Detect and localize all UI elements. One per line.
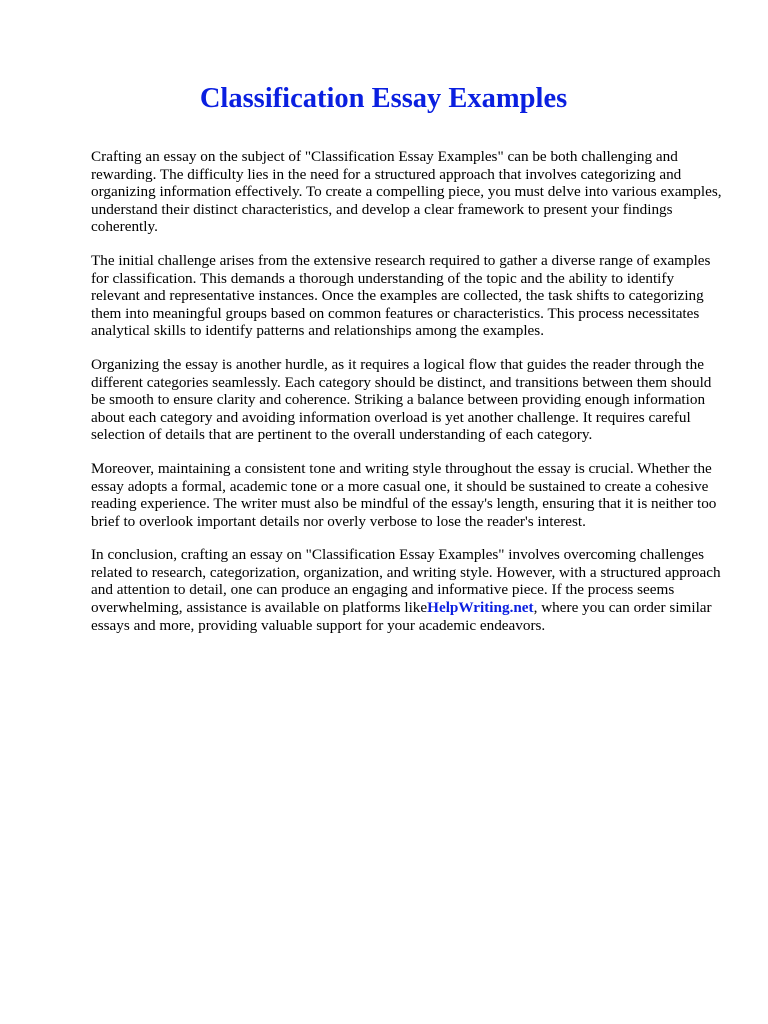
paragraph-tone: Moreover, maintaining a consistent tone and writing style throughout the essay is crucial. Whether the essay adopts a formal, academic tone or a more casual one, it should be sustained to create a cohesive reading experience. The writer must also be mindful of the essay's length, ensuring that it is neither too brief to overlook important details nor overly verbose to lose the reader's interest. — [91, 459, 717, 530]
paragraph-organization: Organizing the essay is another hurdle, as it requires a logical flow that guides the reader through the different categories seamlessly. Each category should be distinct, and transitions between them should be smooth to ensure clarity and coherence. Striking a balance between providing enough information about each category and avoiding information overload is yet another challenge. It requires careful selection of details that are pertinent to the overall understanding of each category. — [91, 355, 712, 444]
paragraph-research: The initial challenge arises from the extensive research required to gather a diverse range of examples for classification. This demands a thorough understanding of the topic and the ability to identify relevant and representative instances. Once the examples are collected, the task shifts to categorizing them into meaningful groups based on common features or characteristics. This process necessitates analytical skills to identify patterns and relationships among the examples. — [91, 251, 711, 340]
page-title: Classification Essay Examples — [199, 83, 568, 114]
helpwriting-link[interactable]: HelpWriting.net — [427, 599, 534, 617]
paragraph-intro: Crafting an essay on the subject of "Classification Essay Examples" can be both challenging and rewarding. The difficulty lies in the need for a structured approach that involves categorizing and organizing information effectively. To create a compelling piece, you must delve into various examples, understand their distinct characteristics, and develop a clear framework to present your findings coherently. — [91, 148, 722, 236]
conclusion-text-end: , where you can order similar essays and more, providing valuable support for your academic endeavors. — [91, 599, 712, 634]
paragraph-conclusion — [91, 546, 724, 634]
conclusion-text: In conclusion, crafting an essay on "Classification Essay Examples" involves overcoming challenges related to research, categorization, organization, and writing style. However, with a structured approach and attention to detail, one can produce an engaging and informative piece. If the process seems overwhelming, assistance is available on platforms like — [91, 546, 721, 617]
